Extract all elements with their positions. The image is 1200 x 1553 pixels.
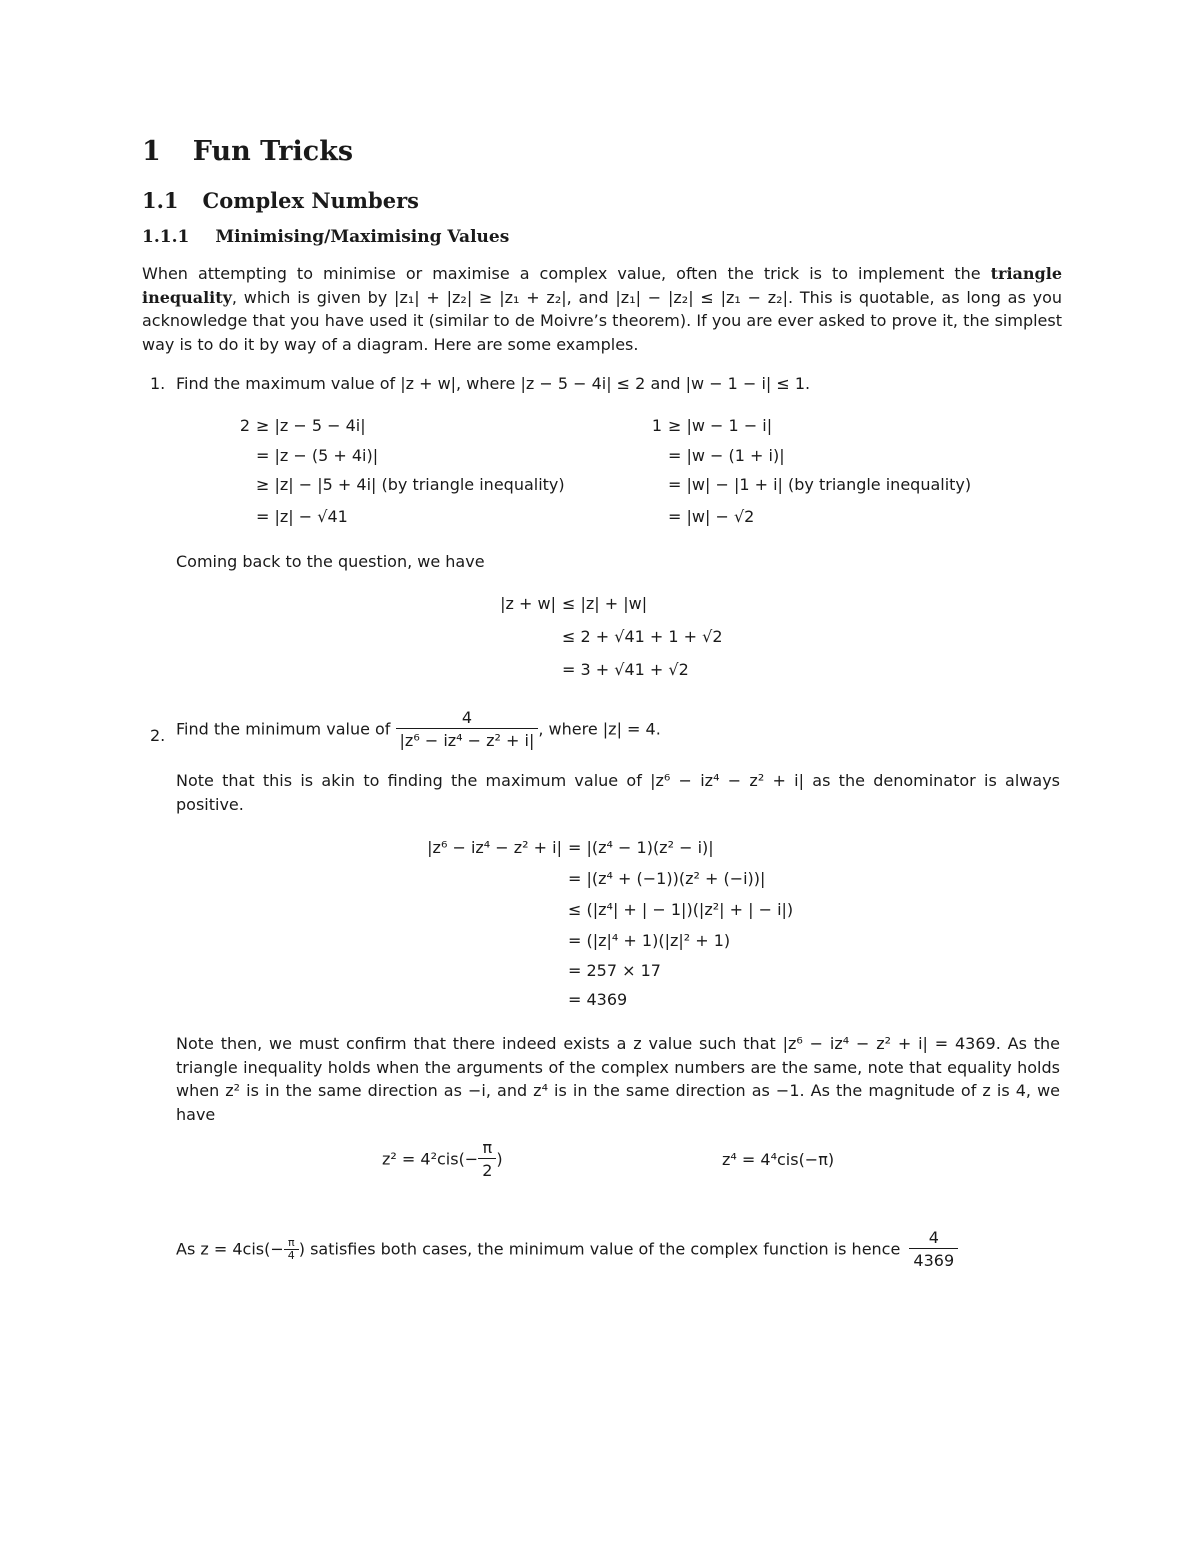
- ex2-eq-left-pre: z² = 4²cis(−: [382, 1149, 479, 1169]
- example-2-marker: 2.: [150, 726, 166, 745]
- ex2-calc-line: = 257 × 17: [568, 961, 661, 980]
- ex1-result-line: ≤ 2 + √41 + 1 + √2: [562, 627, 723, 646]
- ex1-result-lhs: |z + w|: [500, 594, 556, 613]
- section-title: Fun Tricks: [192, 136, 354, 167]
- example-1-marker: 1.: [150, 374, 166, 393]
- ex2-eq-left-fraction: [478, 1138, 496, 1181]
- coming-back-text: Coming back to the question, we have: [176, 552, 485, 571]
- example-2-statement: [176, 708, 661, 751]
- ex1-result-line: = 3 + √41 + √2: [562, 660, 689, 679]
- ex1-right-line: ≥ |w − 1 − i|: [668, 416, 773, 435]
- ex2-note-then: Note then, we must confirm that there indeed exists a z value such that |z⁶ − iz⁴ − z² + i| = 4369. As the triangle inequality holds when the arguments of the complex numbers are the same, note that equality holds when z² is in the same direction as −i, and z⁴ is in the same direction as −1. As the magnitude of z is 4, we have: [176, 1034, 1060, 1124]
- ex1-left-lhs: 2: [239, 416, 250, 435]
- ex2-calc-lhs: |z⁶ − iz⁴ − z² + i|: [427, 838, 562, 857]
- subsection-heading: [142, 188, 419, 213]
- intro-text-1: When attempting to minimise or maximise a complex value, often the trick is to implement the: [142, 264, 981, 283]
- ex2-fraction: [396, 708, 539, 751]
- subsection-number: 1.1: [142, 188, 179, 213]
- ex2-fraction-numerator: 4: [461, 708, 473, 727]
- ex2-fraction-denominator: |z⁶ − iz⁴ − z² + i|: [396, 728, 539, 751]
- ex2-conclusion-denominator: 4: [284, 1249, 299, 1262]
- ex2-note: Note that this is akin to finding the maximum value of |z⁶ − iz⁴ − z² + i| as the denominator is always positive.: [176, 771, 1060, 814]
- intro-bold-term: triangle inequality: [142, 264, 1062, 307]
- ex2-statement-post: , where |z| = 4.: [538, 719, 661, 739]
- subsection-title: Complex Numbers: [202, 188, 419, 213]
- intro-text-2: , which is given by |z₁| + |z₂| ≥ |z₁ + z₂|, and |z₁| − |z₂| ≤ |z₁ − z₂|. This is quotable, as long as you acknowledge that you have used it (similar to de Moivre’s theorem). If you are ever asked to prove it, the simplest way is to do it by way of a diagram. Here are some examples.: [142, 287, 1062, 354]
- ex1-right-lhs: 1: [651, 416, 662, 435]
- ex2-answer-numerator: 4: [928, 1228, 939, 1247]
- ex2-eq-left: [382, 1138, 503, 1181]
- ex1-left-line: = |z − (5 + 4i)|: [256, 446, 379, 465]
- ex2-conclusion-numerator: π: [287, 1236, 295, 1249]
- example-1-statement: Find the maximum value of |z + w|, where |z − 5 − 4i| ≤ 2 and |w − 1 − i| ≤ 1.: [176, 374, 811, 393]
- section-heading: [142, 136, 353, 167]
- ex2-calc-line: = 4369: [568, 990, 628, 1009]
- ex2-conclusion: [176, 1228, 958, 1271]
- ex2-answer-denominator: 4369: [909, 1248, 958, 1271]
- ex2-calc-line: = |(z⁴ + (−1))(z² + (−i))|: [568, 869, 766, 888]
- intro-paragraph: [142, 262, 1062, 356]
- ex2-eq-left-post: ): [496, 1149, 503, 1169]
- ex2-answer-fraction: [909, 1228, 958, 1271]
- ex1-right-line: = |w| − √2: [668, 507, 755, 526]
- ex2-eq-left-numerator: π: [482, 1138, 493, 1157]
- ex2-eq-right: z⁴ = 4⁴cis(−π): [722, 1150, 835, 1169]
- ex1-left-line: ≥ |z − 5 − 4i|: [256, 416, 366, 435]
- ex2-conclusion-pre: As z = 4cis(−: [176, 1239, 284, 1259]
- ex1-left-line: ≥ |z| − |5 + 4i| (by triangle inequality): [256, 475, 565, 494]
- section-number: 1: [142, 136, 161, 167]
- ex2-calc-line: = |(z⁴ − 1)(z² − i)|: [568, 838, 714, 857]
- ex2-eq-left-denominator: 2: [478, 1158, 496, 1181]
- ex2-conclusion-fraction: [284, 1237, 299, 1262]
- subsubsection-heading: [142, 227, 509, 247]
- subsubsection-number: 1.1.1: [142, 227, 190, 247]
- ex2-statement-pre: Find the minimum value of: [176, 719, 391, 739]
- ex2-calc-line: ≤ (|z⁴| + | − 1|)(|z²| + | − i|): [568, 900, 794, 919]
- ex1-right-line: = |w| − |1 + i| (by triangle inequality): [668, 475, 972, 494]
- ex2-conclusion-mid: ) satisfies both cases, the minimum value of the complex function is hence: [298, 1239, 901, 1259]
- ex1-result-line: ≤ |z| + |w|: [562, 594, 648, 613]
- ex1-right-line: = |w − (1 + i)|: [668, 446, 785, 465]
- subsubsection-title: Minimising/Maximising Values: [215, 227, 510, 247]
- ex2-calc-line: = (|z|⁴ + 1)(|z|² + 1): [568, 931, 731, 950]
- ex1-left-line: = |z| − √41: [256, 507, 348, 526]
